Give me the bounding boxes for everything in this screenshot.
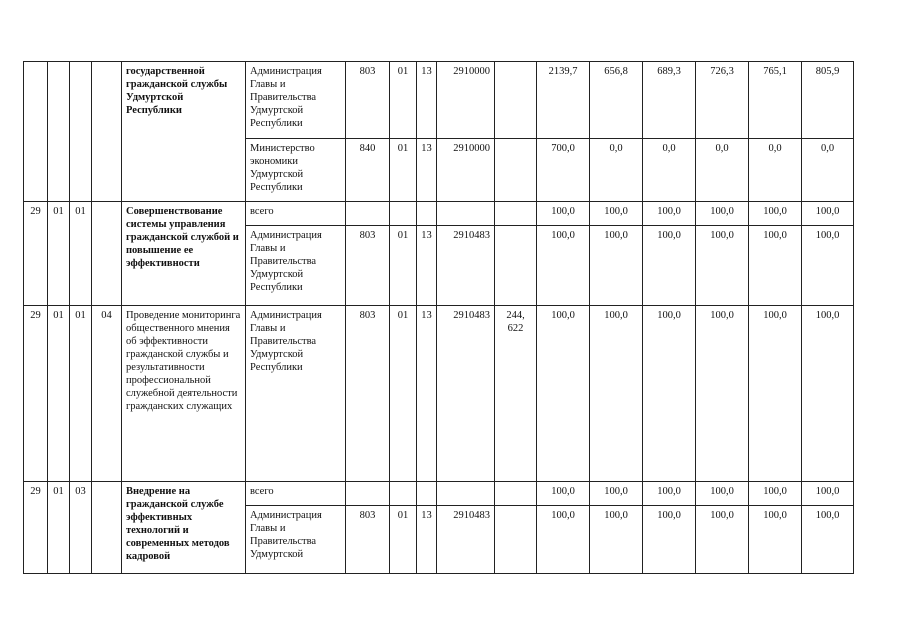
- program-name: Совершенствование системы управления гражданской службой и повышение ее эффективности: [122, 202, 246, 306]
- program-name: Проведение мониторинга общественного мнения об эффективности гражданской службы и результативности профессиональной служебной деятельности гражданских служащих: [122, 306, 246, 482]
- code-pp: 01: [48, 482, 70, 574]
- amount-value: 100,0: [802, 306, 854, 482]
- amount-value: 100,0: [537, 202, 590, 226]
- table-row: [24, 202, 854, 226]
- amount-value: 100,0: [749, 482, 802, 506]
- executor-name: Министерство экономики Удмуртской Республики: [246, 139, 346, 202]
- executor-name: всего: [246, 202, 346, 226]
- code-gp: 29: [24, 306, 48, 482]
- pr-code: 13: [417, 139, 437, 202]
- csr-code: [437, 202, 495, 226]
- program-name: Внедрение на гражданской службе эффективных технологий и современных методов кадровой: [122, 482, 246, 574]
- rz-code: [390, 482, 417, 506]
- amount-value: 0,0: [749, 139, 802, 202]
- code-pp: 01: [48, 202, 70, 306]
- amount-value: 0,0: [802, 139, 854, 202]
- amount-value: 100,0: [696, 482, 749, 506]
- amount-value: 100,0: [537, 482, 590, 506]
- rz-code: 01: [390, 62, 417, 139]
- code-om: [70, 62, 92, 202]
- table-row: [24, 482, 854, 506]
- code-m: [92, 202, 122, 306]
- amount-value: 2139,7: [537, 62, 590, 139]
- amount-value: 100,0: [590, 506, 643, 574]
- amount-value: 100,0: [590, 202, 643, 226]
- csr-code: [437, 482, 495, 506]
- table-row: [24, 62, 854, 139]
- csr-code: 2910483: [437, 226, 495, 306]
- code-gp: [24, 62, 48, 202]
- budget-table: [23, 61, 854, 574]
- table-row: [24, 306, 854, 482]
- amount-value: 100,0: [749, 506, 802, 574]
- code-gp: 29: [24, 482, 48, 574]
- rz-code: 01: [390, 506, 417, 574]
- amount-value: 100,0: [749, 202, 802, 226]
- amount-value: 100,0: [643, 226, 696, 306]
- rz-code: 01: [390, 226, 417, 306]
- executor-name: Администрация Главы и Правительства Удмуртской Республики: [246, 62, 346, 139]
- executor-name: Администрация Главы и Правительства Удмуртской Республики: [246, 226, 346, 306]
- amount-value: 0,0: [696, 139, 749, 202]
- code-gp: 29: [24, 202, 48, 306]
- pr-code: 13: [417, 306, 437, 482]
- vr-code: [495, 62, 537, 139]
- amount-value: 656,8: [590, 62, 643, 139]
- executor-name: Администрация Главы и Правительства Удмуртской: [246, 506, 346, 574]
- pr-code: 13: [417, 506, 437, 574]
- amount-value: 100,0: [643, 482, 696, 506]
- rz-code: [390, 202, 417, 226]
- grbs-code: 803: [346, 306, 390, 482]
- amount-value: 765,1: [749, 62, 802, 139]
- executor-name: Администрация Главы и Правительства Удмуртской Республики: [246, 306, 346, 482]
- code-m: [92, 62, 122, 202]
- rz-code: 01: [390, 306, 417, 482]
- grbs-code: 803: [346, 506, 390, 574]
- grbs-code: [346, 202, 390, 226]
- grbs-code: 803: [346, 62, 390, 139]
- pr-code: 13: [417, 62, 437, 139]
- amount-value: 100,0: [590, 306, 643, 482]
- code-m: [92, 482, 122, 574]
- program-name: государственной гражданской службы Удмуртской Республики: [122, 62, 246, 202]
- csr-code: 2910000: [437, 62, 495, 139]
- vr-code: [495, 506, 537, 574]
- vr-code: 244, 622: [495, 306, 537, 482]
- amount-value: 100,0: [537, 306, 590, 482]
- pr-code: [417, 202, 437, 226]
- amount-value: 0,0: [590, 139, 643, 202]
- csr-code: 2910483: [437, 306, 495, 482]
- executor-name: всего: [246, 482, 346, 506]
- amount-value: 100,0: [802, 226, 854, 306]
- amount-value: 0,0: [643, 139, 696, 202]
- amount-value: 100,0: [749, 306, 802, 482]
- amount-value: 100,0: [643, 506, 696, 574]
- vr-code: [495, 482, 537, 506]
- amount-value: 805,9: [802, 62, 854, 139]
- code-m: 04: [92, 306, 122, 482]
- code-om: 03: [70, 482, 92, 574]
- grbs-code: 803: [346, 226, 390, 306]
- vr-code: [495, 226, 537, 306]
- code-pp: 01: [48, 306, 70, 482]
- pr-code: 13: [417, 226, 437, 306]
- code-pp: [48, 62, 70, 202]
- pr-code: [417, 482, 437, 506]
- vr-code: [495, 202, 537, 226]
- amount-value: 100,0: [643, 202, 696, 226]
- amount-value: 100,0: [590, 226, 643, 306]
- amount-value: 100,0: [749, 226, 802, 306]
- amount-value: 100,0: [696, 506, 749, 574]
- amount-value: 100,0: [537, 506, 590, 574]
- amount-value: 726,3: [696, 62, 749, 139]
- grbs-code: 840: [346, 139, 390, 202]
- code-om: 01: [70, 306, 92, 482]
- amount-value: 100,0: [696, 306, 749, 482]
- code-om: 01: [70, 202, 92, 306]
- amount-value: 100,0: [696, 226, 749, 306]
- amount-value: 100,0: [802, 506, 854, 574]
- csr-code: 2910000: [437, 139, 495, 202]
- csr-code: 2910483: [437, 506, 495, 574]
- amount-value: 100,0: [802, 202, 854, 226]
- amount-value: 100,0: [643, 306, 696, 482]
- amount-value: 100,0: [802, 482, 854, 506]
- amount-value: 100,0: [696, 202, 749, 226]
- amount-value: 100,0: [537, 226, 590, 306]
- amount-value: 100,0: [590, 482, 643, 506]
- amount-value: 689,3: [643, 62, 696, 139]
- grbs-code: [346, 482, 390, 506]
- amount-value: 700,0: [537, 139, 590, 202]
- vr-code: [495, 139, 537, 202]
- rz-code: 01: [390, 139, 417, 202]
